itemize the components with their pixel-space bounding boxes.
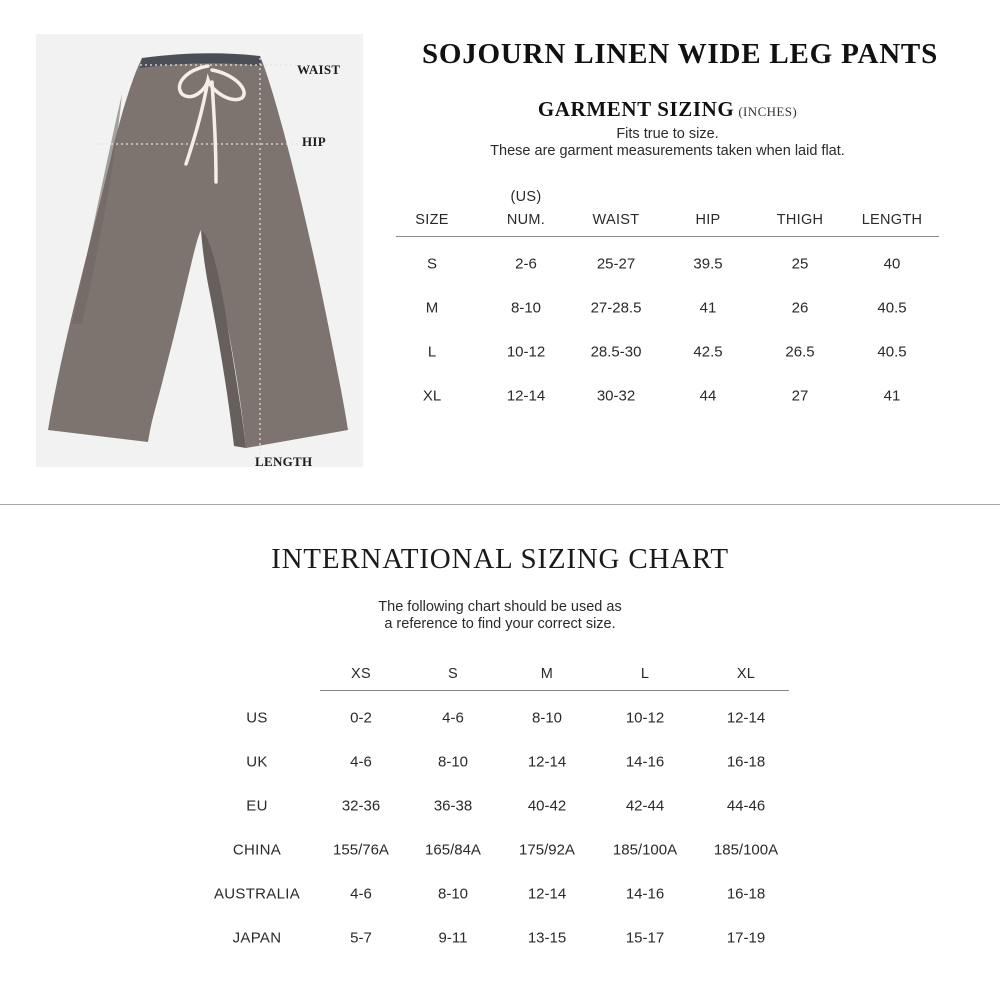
garment-cell: 42.5 [693, 343, 723, 361]
garment-cell: 44 [699, 387, 717, 405]
international-note-line2: a reference to find your correct size. [384, 616, 616, 632]
garment-cell: 26.5 [785, 343, 815, 361]
international-note [250, 599, 750, 633]
international-cell: 8-10 [437, 885, 469, 903]
garment-cell: 28.5-30 [590, 343, 642, 361]
international-cell: 17-19 [726, 929, 766, 947]
international-cell: 40-42 [527, 797, 567, 815]
section-divider [0, 504, 1000, 505]
garment-sizing-heading [400, 97, 935, 122]
international-sizing-title: INTERNATIONAL SIZING CHART [271, 543, 729, 575]
length-label: LENGTH [255, 454, 313, 469]
international-cell: 185/100A [612, 841, 678, 859]
international-cell: 36-38 [433, 797, 473, 815]
garment-cell: M [425, 299, 439, 317]
garment-col-header: WAIST [592, 212, 640, 228]
international-cell: 4-6 [350, 885, 372, 903]
garment-cell: L [427, 343, 437, 361]
garment-cell: 26 [791, 299, 809, 317]
international-col-header: XS [351, 666, 371, 682]
garment-cell: 39.5 [693, 255, 723, 273]
international-cell: 12-14 [527, 885, 567, 903]
international-col-header: M [540, 666, 554, 682]
international-row-label: EU [246, 797, 268, 815]
garment-cell: XL [422, 387, 442, 405]
international-cell: 14-16 [625, 753, 665, 771]
international-cell: 0-2 [350, 709, 372, 727]
international-cell: 14-16 [625, 885, 665, 903]
international-cell: 15-17 [625, 929, 665, 947]
waist-label: WAIST [297, 62, 341, 77]
garment-cell: 27 [791, 387, 809, 405]
international-cell: 44-46 [726, 797, 766, 815]
garment-col-header: THIGH [776, 212, 824, 228]
garment-cell: 10-12 [506, 343, 546, 361]
international-cell: 185/100A [713, 841, 779, 859]
garment-note-line2: These are garment measurements taken when laid flat. [490, 143, 845, 159]
international-cell: 42-44 [625, 797, 665, 815]
garment-note [400, 126, 935, 160]
international-cell: 8-10 [437, 753, 469, 771]
international-cell: 10-12 [625, 709, 665, 727]
international-cell: 175/92A [519, 841, 575, 859]
hip-label: HIP [302, 134, 327, 149]
product-photo [36, 34, 363, 467]
garment-cell: 41 [699, 299, 717, 317]
international-cell: 165/84A [425, 841, 481, 859]
garment-cell: 25-27 [596, 255, 636, 273]
international-cell: 32-36 [341, 797, 381, 815]
garment-col-header: LENGTH [861, 212, 923, 228]
garment-col-header-prefix: (US) [510, 189, 542, 205]
international-col-header: S [448, 666, 458, 682]
garment-cell: 2-6 [515, 255, 537, 273]
international-header-rule [320, 690, 789, 691]
international-note-line1: The following chart should be used as [378, 599, 622, 615]
garment-col-header: HIP [695, 212, 721, 228]
garment-cell: 25 [791, 255, 809, 273]
international-col-header: L [640, 666, 650, 682]
international-cell: 8-10 [531, 709, 563, 727]
international-cell: 13-15 [527, 929, 567, 947]
garment-cell: S [426, 255, 438, 273]
international-row-label: JAPAN [232, 929, 282, 947]
garment-cell: 40 [883, 255, 901, 273]
garment-cell: 40.5 [877, 343, 907, 361]
international-row-label: CHINA [232, 841, 282, 859]
garment-col-header: SIZE [415, 212, 449, 228]
international-col-header: XL [736, 666, 756, 682]
international-cell: 12-14 [527, 753, 567, 771]
garment-cell: 41 [883, 387, 901, 405]
pants-illustration [36, 34, 363, 467]
international-cell: 12-14 [726, 709, 766, 727]
garment-note-line1: Fits true to size. [616, 126, 719, 142]
international-cell: 5-7 [350, 929, 372, 947]
garment-sizing-unit: (INCHES) [738, 104, 798, 119]
international-cell: 4-6 [350, 753, 372, 771]
international-cell: 155/76A [333, 841, 389, 859]
garment-cell: 27-28.5 [590, 299, 642, 317]
garment-sizing-title: GARMENT SIZING [537, 97, 735, 121]
product-title: SOJOURN LINEN WIDE LEG PANTS [421, 38, 939, 70]
international-cell: 16-18 [726, 885, 766, 903]
garment-cell: 40.5 [877, 299, 907, 317]
garment-cell: 30-32 [596, 387, 636, 405]
international-cell: 4-6 [442, 709, 464, 727]
garment-header-rule [396, 236, 939, 237]
international-row-label: AUSTRALIA [213, 885, 301, 903]
garment-cell: 8-10 [510, 299, 542, 317]
international-row-label: UK [246, 753, 268, 771]
garment-col-header: NUM. [506, 212, 546, 228]
international-row-label: US [246, 709, 268, 727]
international-cell: 9-11 [438, 929, 468, 947]
international-cell: 16-18 [726, 753, 766, 771]
garment-cell: 12-14 [506, 387, 546, 405]
